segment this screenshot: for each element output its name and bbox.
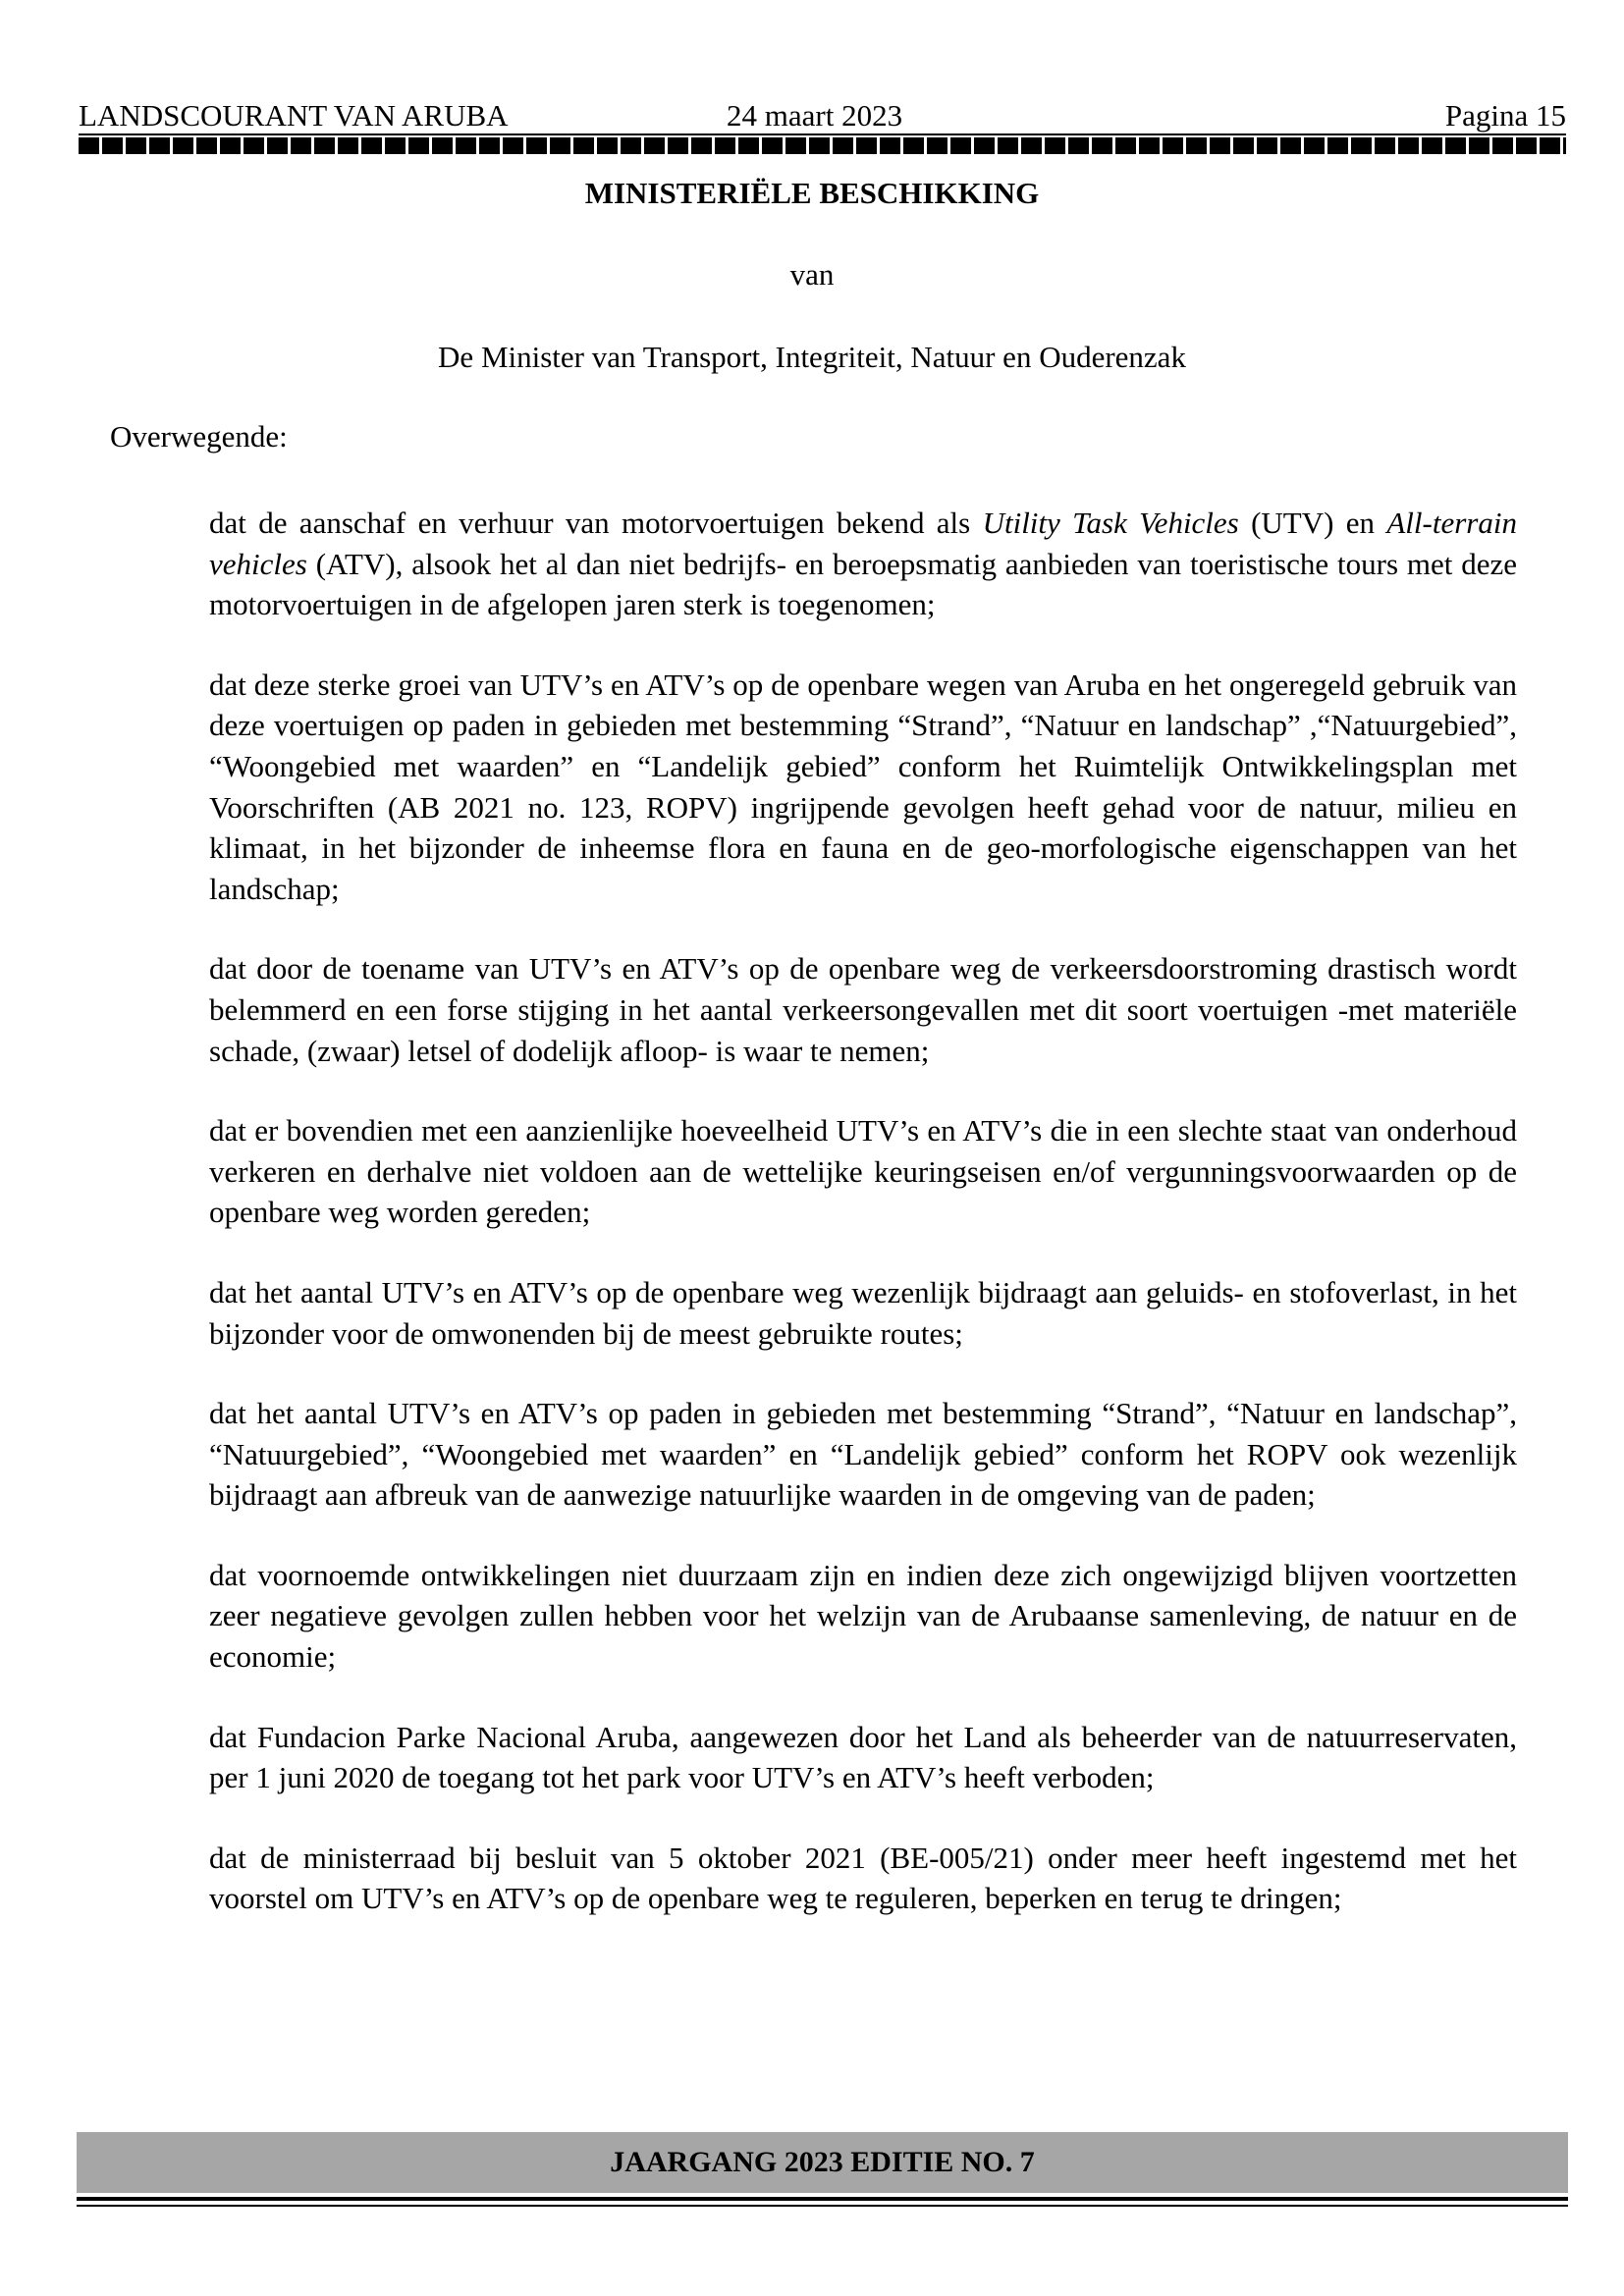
considerations-body xyxy=(209,503,1517,1958)
consideration-paragraph: dat door de toename van UTV’s en ATV’s op de openbare weg de verkeersdoorstroming drastisch wordt belemmerd en een forse stijging in het aantal verkeersongevallen met dit soort voertuigen -met materiële schade, (zwaar) letsel of dodelijk afloop- is waar te nemen; xyxy=(209,951,1517,1068)
footer-rule-thick xyxy=(77,2197,1568,2201)
footer-rule-thin xyxy=(77,2205,1568,2207)
page-number: Pagina 15 xyxy=(1444,98,1566,133)
publication-name: LANDSCOURANT VAN ARUBA xyxy=(79,98,509,133)
paragraph-text: (UTV) en xyxy=(1238,506,1387,540)
document-title: MINISTERIËLE BESCHIKKING xyxy=(584,176,1040,210)
consideration-paragraph xyxy=(209,503,1517,625)
header-band-divider xyxy=(79,137,1566,154)
paragraph-text: (ATV), alsook het al dan niet bedrijfs- en beroepsmatig aanbieden van toeristische tours met deze motorvoertuigen in de afgelopen jaren sterk is toegenomen; xyxy=(209,546,1517,622)
consideration-paragraph: dat deze sterke groei van UTV’s en ATV’s op de openbare wegen van Aruba en het ongeregeld gebruik van deze voertuigen op paden in gebieden met bestemming “Strand”, “Natuur en landschap” ,“Natuurgebied”, “Woongebied met waarden” en “Landelijk gebied” conform het Ruimtelijk Ontwikkelingsplan met Voorschriften (AB 2021 no. 123, ROPV) ingrijpende gevolgen heeft gehad voor de natuur, milieu en klimaat, in het bijzonder de inheemse flora en fauna en de geo-morfologische eigenschappen van het landschap; xyxy=(209,667,1517,906)
paragraph-italic-term: All-terrain vehicles xyxy=(209,506,1517,581)
consideration-paragraph: dat voornoemde ontwikkelingen niet duurzaam zijn en indien deze zich ongewijzigd blijven voortzetten zeer negatieve gevolgen zullen hebben voor het welzijn van de Arubaanse samenleving, de natuur en de economie; xyxy=(209,1557,1517,1675)
header-rule xyxy=(79,133,1566,135)
consideration-paragraph: dat Fundacion Parke Nacional Aruba, aangewezen door het Land als beheerder van de natuurreservaten, per 1 juni 2020 de toegang tot het park voor UTV’s en ATV’s heeft verboden; xyxy=(209,1719,1517,1795)
document-from: van xyxy=(789,257,835,292)
paragraph-text: dat de aanschaf en verhuur van motorvoertuigen bekend als xyxy=(209,506,983,540)
consideration-paragraph: dat er bovendien met een aanzienlijke hoeveelheid UTV’s en ATV’s die in een slechte staat van onderhoud verkeren en derhalve niet voldoen aan de wettelijke keuringseisen en/of vergunningsvoorwaarden op de openbare weg worden gereden; xyxy=(209,1113,1517,1230)
consideration-paragraph: dat de ministerraad bij besluit van 5 oktober 2021 (BE-005/21) onder meer heeft ingestemd met het voorstel om UTV’s en ATV’s op de openbare weg te reguleren, beperken en terug te dringen; xyxy=(209,1840,1517,1916)
paragraph-italic-term: Utility Task Vehicles xyxy=(982,506,1239,540)
consideration-paragraph: dat het aantal UTV’s en ATV’s op paden in gebieden met bestemming “Strand”, “Natuur en landschap”, “Natuurgebied”, “Woongebied met waarden” en “Landelijk gebied” conform het ROPV ook wezenlijk bijdraagt aan afbreuk van de aanwezige natuurlijke waarden in de omgeving van de paden; xyxy=(209,1396,1517,1513)
publication-date: 24 maart 2023 xyxy=(727,98,903,133)
minister-title: De Minister van Transport, Integriteit, Natuur en Ouderenzak xyxy=(438,340,1186,374)
considering-label: Overwegende: xyxy=(110,419,288,454)
edition-footer: JAARGANG 2023 EDITIE NO. 7 xyxy=(77,2132,1568,2193)
consideration-paragraph: dat het aantal UTV’s en ATV’s op de openbare weg wezenlijk bijdraagt aan geluids- en stofoverlast, in het bijzonder voor de omwonenden bij de meest gebruikte routes; xyxy=(209,1274,1517,1351)
page-header xyxy=(79,98,1566,133)
